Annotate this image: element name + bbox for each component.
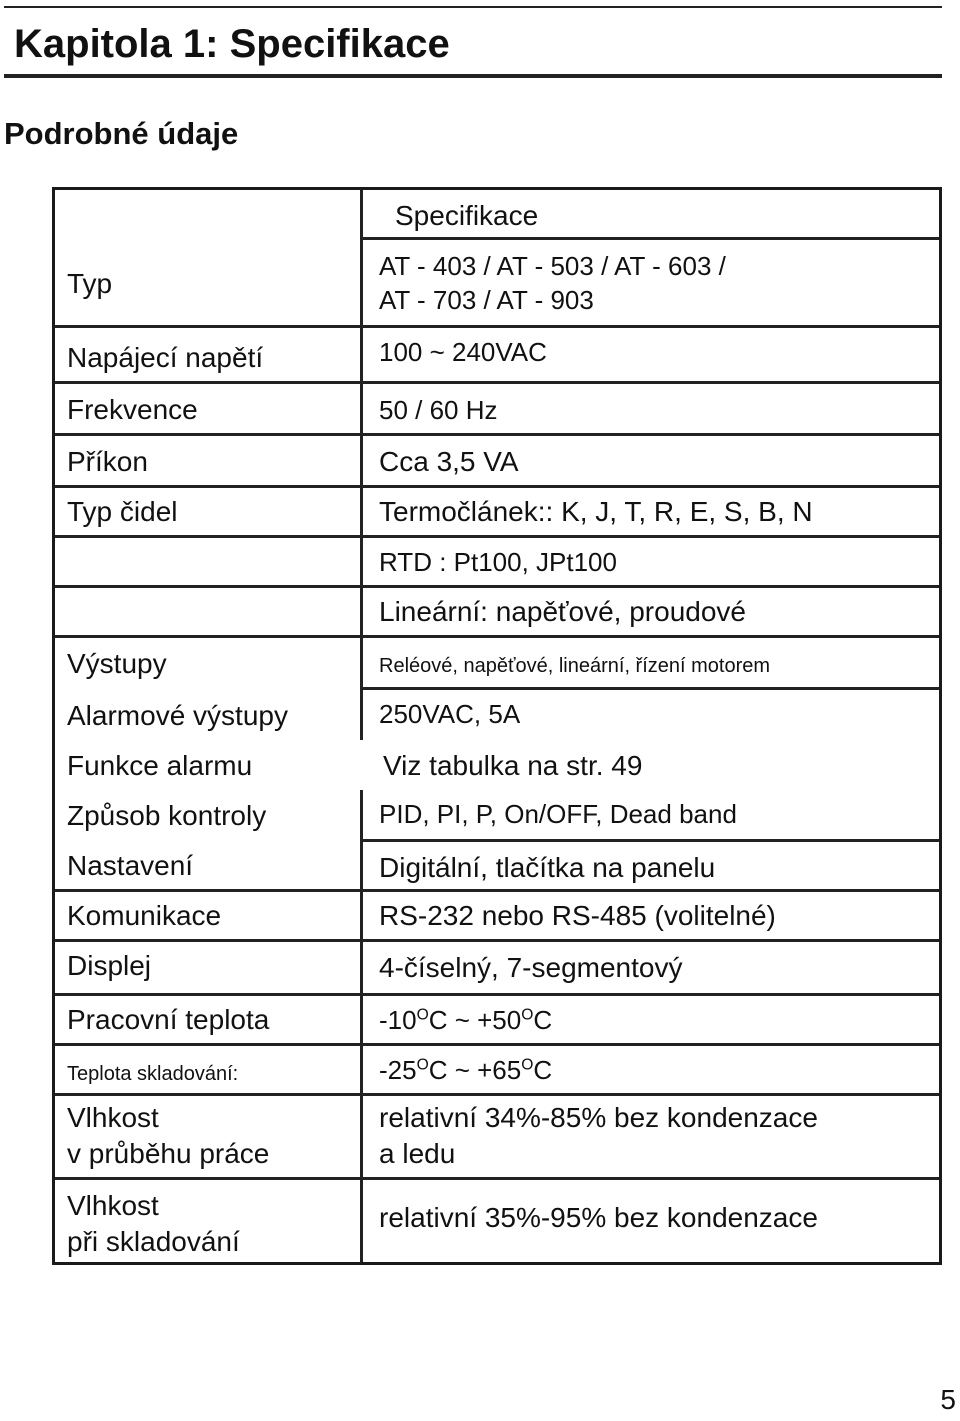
label-cell [55, 328, 363, 384]
label-cell [55, 1046, 363, 1096]
label-cell [55, 384, 363, 436]
row-label: Nastavení [67, 850, 194, 881]
label-cell [55, 638, 363, 690]
row-value: Cca 3,5 VA [379, 446, 519, 477]
row-value: AT - 403 / AT - 503 / AT - 603 / [379, 251, 726, 281]
label-cell [55, 942, 363, 996]
label-cell [55, 436, 363, 488]
table-row [55, 538, 939, 588]
table-row [55, 384, 939, 436]
row-label: Displej [67, 950, 152, 981]
chapter-rule [4, 74, 942, 78]
table-row [55, 842, 939, 892]
row-value: RS-232 nebo RS-485 (volitelné) [379, 900, 776, 931]
value-cell [363, 996, 939, 1046]
table-row [55, 436, 939, 488]
table-row [55, 328, 939, 384]
row-value: 50 / 60 Hz [379, 395, 498, 425]
label-cell [55, 1180, 363, 1262]
header-label-cell [55, 190, 363, 240]
row-label: Komunikace [67, 900, 222, 931]
table-row [55, 740, 939, 790]
row-label: v průběhu práce [67, 1138, 270, 1169]
value-cell [363, 842, 939, 892]
row-label: Vlhkost [67, 1190, 159, 1221]
row-label: Typ [67, 268, 113, 299]
value-cell [363, 328, 939, 384]
value-cell [363, 1046, 939, 1096]
table-row [55, 942, 939, 996]
table-row [55, 690, 939, 740]
row-value: a ledu [379, 1138, 456, 1169]
row-value: AT - 703 / AT - 903 [379, 285, 594, 315]
value-cell [363, 240, 939, 328]
value-cell [363, 1180, 939, 1262]
row-label: Typ čidel [67, 496, 178, 527]
row-label: Teplota skladování: [67, 1063, 239, 1085]
table-row [55, 790, 939, 842]
value-cell [363, 588, 939, 638]
value-cell [363, 638, 939, 690]
table-row [55, 488, 939, 538]
specification-table [52, 187, 942, 1265]
value-cell [363, 942, 939, 996]
table-row [55, 588, 939, 638]
row-value: $-25^OC$ ~ $+65^OC$ [379, 1055, 553, 1085]
label-cell [55, 588, 363, 638]
value-cell [363, 488, 939, 538]
row-value: Digitální, tlačítka na panelu [379, 852, 716, 883]
table-header-row [55, 190, 939, 240]
page-number: 5 [940, 1384, 956, 1415]
chapter-title: Kapitola 1: Specifikace [14, 22, 450, 66]
row-value: $-10^OC$ ~ $+50^OC$ [379, 1005, 553, 1035]
value-cell [363, 1096, 939, 1180]
row-value: 4-číselný, 7-segmentový [379, 952, 683, 983]
row-label: Frekvence [67, 394, 198, 425]
label-cell [55, 892, 363, 942]
value-cell [363, 790, 939, 842]
row-value: Reléové, napěťové, lineární, řízení motorem [379, 655, 771, 677]
label-cell [55, 690, 363, 740]
value-cell [363, 436, 939, 488]
row-label: Pracovní teplota [67, 1004, 270, 1035]
label-cell [55, 842, 363, 892]
label-cell [55, 1096, 363, 1180]
row-value: Termočlánek:: K, J, T, R, E, S, B, N [379, 496, 813, 527]
label-cell [55, 996, 363, 1046]
row-value: relativní 35%-95% bez kondenzace [379, 1202, 818, 1233]
row-label: Funkce alarmu [67, 750, 253, 781]
row-label: Způsob kontroly [67, 800, 267, 831]
label-cell [55, 240, 363, 328]
table-row [55, 892, 939, 942]
row-label: Napájecí napětí [67, 342, 264, 373]
label-cell [55, 488, 363, 538]
row-value: PID, PI, P, On/OFF, Dead band [379, 799, 737, 829]
row-label: Příkon [67, 446, 148, 477]
value-cell [363, 384, 939, 436]
row-value: Viz tabulka na str. 49 [383, 750, 643, 781]
row-value: 100 ~ 240VAC [379, 337, 547, 367]
table-row [55, 638, 939, 690]
row-value: 250VAC, 5A [379, 699, 521, 729]
row-value: Lineární: napěťové, proudové [379, 596, 746, 627]
label-cell [55, 538, 363, 588]
value-cell [363, 892, 939, 942]
row-value: relativní 34%-85% bez kondenzace [379, 1102, 818, 1133]
row-label: Alarmové výstupy [67, 700, 288, 731]
label-cell [55, 790, 363, 842]
row-label: při skladování [67, 1226, 240, 1257]
column-header: Specifikace [395, 200, 539, 231]
table-row [55, 1046, 939, 1096]
top-rule [4, 6, 942, 8]
table-row [55, 996, 939, 1046]
row-label: Výstupy [67, 648, 167, 679]
row-value: RTD : Pt100, JPt100 [379, 547, 617, 577]
table-row [55, 1096, 939, 1180]
table-row [55, 1180, 939, 1262]
table-row [55, 240, 939, 328]
section-title: Podrobné údaje [4, 116, 239, 151]
value-cell [363, 538, 939, 588]
row-label: Vlhkost [67, 1102, 159, 1133]
value-cell [363, 690, 939, 740]
